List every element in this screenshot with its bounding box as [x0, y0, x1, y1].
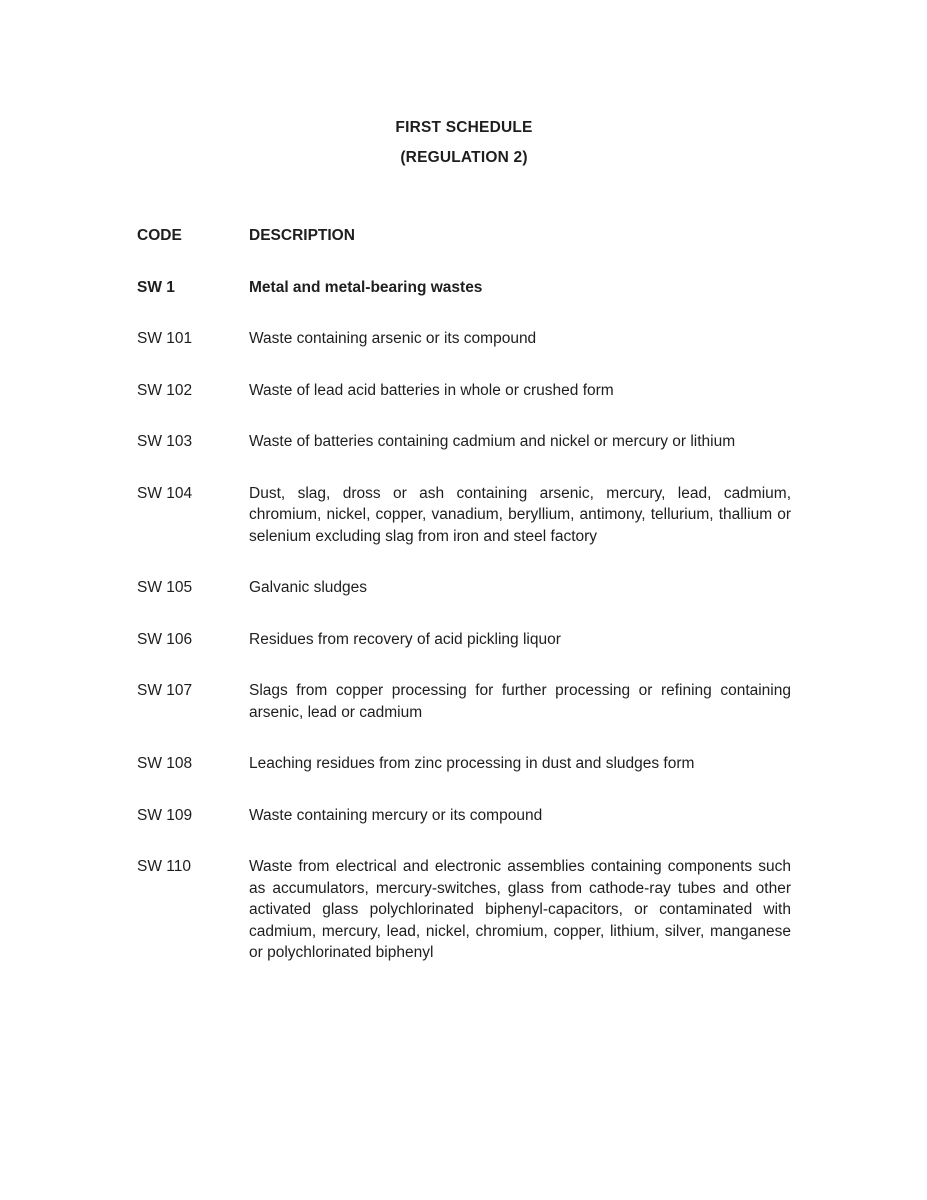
row-description: Waste from electrical and electronic assemblies containing components such as accumulators, mercury-switches, glass from cathode-ray tubes and other activated glass polychlorinated biphenyl-capacitors, or contaminated with cadmium, mercury, lead, nickel, chromium, copper, lithium, silver, manganese or polychlorinated biphenyl: [249, 858, 791, 961]
document-header: [137, 113, 791, 173]
row-description: Dust, slag, dross or ash containing arsenic, mercury, lead, cadmium, chromium, nickel, copper, vanadium, beryllium, antimony, tellurium, thallium or selenium excluding slag from iron and steel factory: [249, 484, 791, 545]
table-row: [137, 431, 791, 453]
row-description: Waste containing arsenic or its compound: [249, 330, 537, 347]
row-code: SW 105: [137, 579, 193, 596]
schedule-table: [137, 225, 791, 964]
row-description: Leaching residues from zinc processing in dust and sludges form: [249, 755, 695, 772]
schedule-rows: [137, 277, 791, 964]
table-row: [137, 483, 791, 548]
code-column-header: CODE: [137, 227, 182, 244]
row-description: Galvanic sludges: [249, 579, 368, 596]
row-code: SW 1: [137, 278, 175, 296]
document-title: FIRST SCHEDULE: [395, 119, 533, 136]
description-column-header: DESCRIPTION: [249, 227, 355, 244]
row-description: Waste of batteries containing cadmium and nickel or mercury or lithium: [249, 433, 736, 450]
row-code: SW 106: [137, 630, 193, 648]
row-description: Waste of lead acid batteries in whole or crushed form: [249, 381, 614, 399]
row-code: SW 107: [137, 682, 193, 699]
table-row: [137, 577, 791, 599]
row-description: Slags from copper processing for further processing or refining containing arsenic, lead or cadmium: [249, 682, 791, 721]
table-row: [137, 629, 791, 651]
row-code: SW 103: [137, 433, 193, 450]
row-code: SW 101: [137, 330, 193, 347]
row-description: Metal and metal-bearing wastes: [249, 278, 483, 296]
table-row: [137, 805, 791, 827]
table-row: [137, 680, 791, 723]
table-row: [137, 753, 791, 775]
row-code: SW 110: [137, 858, 191, 875]
row-description: Residues from recovery of acid pickling liquor: [249, 630, 561, 648]
table-row: [137, 380, 791, 402]
row-code: SW 102: [137, 381, 193, 399]
row-code: SW 109: [137, 806, 193, 824]
row-code: SW 104: [137, 484, 193, 502]
row-code: SW 108: [137, 755, 193, 772]
table-row: [137, 277, 791, 299]
table-header-row: [137, 225, 791, 247]
document-subtitle: (REGULATION 2): [400, 149, 528, 166]
table-row: [137, 328, 791, 350]
table-row: [137, 856, 791, 964]
row-description: Waste containing mercury or its compound: [249, 806, 543, 824]
